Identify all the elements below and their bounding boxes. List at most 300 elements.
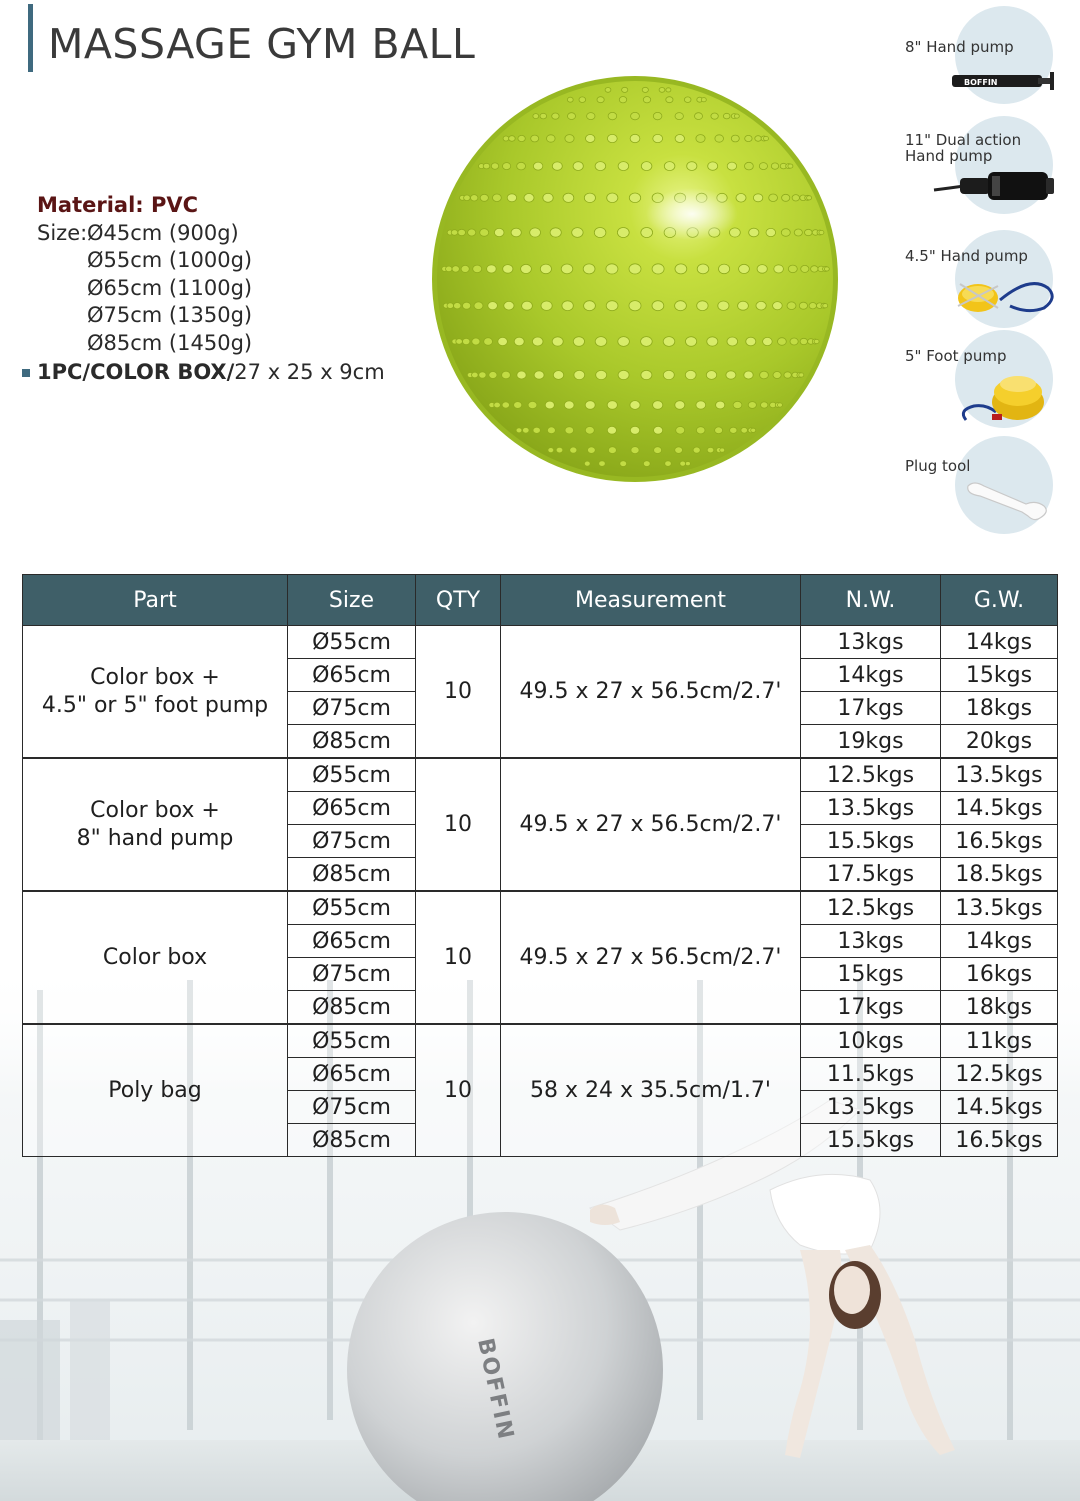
- size-item: Ø65cm (1100g): [87, 275, 253, 300]
- ball-spike: [463, 302, 471, 309]
- ball-spike: [596, 370, 607, 379]
- size-item: Ø85cm (1450g): [87, 330, 253, 355]
- ball-spike: [489, 372, 497, 379]
- gw-cell: 15kgs: [941, 659, 1058, 692]
- ball-spike: [643, 461, 650, 467]
- ball-spike: [773, 372, 781, 379]
- size-cell: Ø65cm: [288, 659, 416, 692]
- ball-spike: [618, 337, 630, 347]
- size-cell: Ø85cm: [288, 991, 416, 1025]
- ball-spike: [503, 265, 513, 274]
- ball-spike: [494, 228, 504, 236]
- gw-cell: 18.5kgs: [941, 858, 1058, 892]
- accessory-label: 4.5" Hand pump: [905, 247, 1028, 265]
- accessory-label: 11" Dual action Hand pump: [905, 131, 1022, 165]
- ball-spike: [749, 228, 759, 237]
- ball-spike: [680, 461, 686, 466]
- ball-spike: [641, 370, 652, 379]
- header-measurement: Measurement: [501, 575, 801, 626]
- ball-spike: [607, 134, 617, 142]
- table-body: [23, 626, 1058, 1157]
- ball-spike: [744, 371, 753, 379]
- ball-spike: [756, 301, 766, 310]
- ball-spike: [540, 113, 547, 119]
- size-cell: Ø75cm: [288, 692, 416, 725]
- ball-spike: [630, 426, 639, 434]
- gw-cell: 14.5kgs: [941, 1091, 1058, 1124]
- ball-spike: [684, 97, 691, 103]
- ball-spike: [629, 193, 640, 203]
- ball-spike: [608, 112, 617, 119]
- ball-spike: [761, 402, 768, 408]
- ball-spike: [587, 113, 595, 120]
- ball-spike: [773, 302, 783, 310]
- nw-cell: 10kgs: [801, 1024, 941, 1058]
- ball-spike: [618, 162, 629, 171]
- table-row: [23, 891, 1058, 925]
- ball-spike: [824, 267, 829, 271]
- header-nw: N.W.: [801, 575, 941, 626]
- ball-spike: [654, 447, 662, 454]
- ball-spike: [452, 266, 459, 272]
- gw-cell: 16.5kgs: [941, 825, 1058, 858]
- ball-spike: [738, 301, 749, 310]
- ball-spike: [693, 447, 700, 453]
- ball-spike: [595, 162, 606, 171]
- ball-spike: [503, 136, 509, 141]
- accessory-foot-pump: [902, 330, 1077, 430]
- ball-spike: [720, 448, 725, 452]
- ball-spike: [805, 229, 813, 235]
- ball-spike: [504, 301, 514, 310]
- ball-spike: [540, 264, 551, 274]
- ball-spike: [641, 228, 653, 238]
- ball-spike: [472, 372, 479, 378]
- ball-spike: [731, 135, 739, 142]
- ball-spike: [619, 97, 626, 103]
- ball-spike: [502, 371, 511, 379]
- size-cell: Ø65cm: [288, 792, 416, 825]
- size-item: Ø45cm (900g): [87, 220, 239, 245]
- ball-spike: [563, 193, 574, 202]
- ball-spike: [471, 195, 478, 201]
- ball-spike: [696, 135, 705, 143]
- material-label: Material: PVC: [37, 193, 199, 217]
- ball-spike: [799, 373, 804, 377]
- ball-spike: [579, 97, 586, 103]
- packaging-spec-table: [22, 574, 1058, 1157]
- ball-spike: [675, 113, 683, 120]
- ball-spike: [494, 402, 501, 408]
- ball-spike: [755, 136, 762, 142]
- ball-spike: [777, 403, 782, 407]
- ball-spike: [584, 461, 590, 466]
- ball-spike: [533, 162, 542, 170]
- ball-spike: [480, 194, 488, 201]
- ball-spike: [697, 301, 708, 311]
- ball-spike: [454, 303, 461, 309]
- ball-spike: [595, 337, 607, 347]
- ball-spike: [528, 401, 537, 408]
- ball-spike: [524, 194, 534, 203]
- nw-cell: 13kgs: [801, 626, 941, 659]
- ball-spike: [715, 135, 724, 142]
- ball-spike: [617, 228, 629, 238]
- foot-pump-icon: [956, 362, 1056, 428]
- ball-spike: [573, 162, 583, 171]
- ball-spike: [516, 428, 522, 433]
- ball-spike: [809, 303, 816, 309]
- ball-spike: [605, 88, 611, 93]
- qty-cell: 10: [416, 758, 501, 891]
- ball-spike: [565, 135, 574, 143]
- ball-spike: [799, 302, 807, 309]
- packaging-label: 1PC/COLOR BOX/: [37, 360, 235, 384]
- ball-spike: [608, 447, 616, 454]
- ball-spike: [723, 113, 730, 119]
- ball-spike: [511, 228, 521, 237]
- ball-spike: [548, 448, 554, 453]
- ball-spike: [695, 113, 703, 120]
- ball-spike: [642, 87, 648, 92]
- ball-spike: [631, 112, 640, 119]
- svg-text:BOFFIN: BOFFIN: [964, 78, 998, 87]
- ball-spike: [473, 265, 482, 273]
- ball-spike: [790, 338, 798, 345]
- ball-spike: [568, 113, 576, 120]
- ball-spike: [715, 427, 723, 434]
- accessory-label: 5" Foot pump: [905, 347, 1007, 365]
- ball-spike: [763, 337, 773, 345]
- ball-spike: [811, 266, 818, 272]
- ball-spike: [753, 194, 762, 202]
- ball-spike: [532, 337, 543, 346]
- ball-spike: [533, 114, 539, 119]
- size-cell: Ø75cm: [288, 958, 416, 991]
- ball-spike: [574, 370, 585, 379]
- gw-cell: 14kgs: [941, 626, 1058, 659]
- page-title: MASSAGE GYM BALL: [48, 20, 476, 68]
- accessory-hand-pump: [902, 6, 1077, 106]
- ball-spike: [687, 162, 697, 171]
- ball-spike: [456, 339, 463, 345]
- ball-spike: [564, 401, 574, 409]
- size-cell: Ø55cm: [288, 758, 416, 792]
- part-line: 8" hand pump: [76, 825, 234, 851]
- ball-spike: [517, 162, 526, 170]
- ball-spike: [514, 402, 522, 409]
- ball-spike: [479, 372, 486, 378]
- ball-spike: [487, 265, 497, 273]
- plug-tool-icon: [960, 476, 1054, 526]
- ball-spike: [666, 97, 673, 103]
- ball-spike: [570, 447, 577, 453]
- packaging-row: [22, 359, 385, 387]
- ball-spike: [585, 427, 594, 435]
- ball-spike: [447, 303, 454, 309]
- ball-spike: [718, 301, 729, 310]
- ball-spike: [552, 337, 563, 346]
- accessory-dual-action-pump: [902, 116, 1077, 216]
- ball-spike: [565, 427, 574, 434]
- ball-spike: [664, 162, 675, 171]
- nw-cell: 13.5kgs: [801, 1091, 941, 1124]
- ball-spike: [659, 88, 665, 93]
- ball-spike: [814, 339, 819, 343]
- ball-spike: [727, 162, 736, 170]
- ball-spike: [675, 301, 687, 311]
- ball-spike: [819, 230, 824, 234]
- gw-cell: 13.5kgs: [941, 758, 1058, 792]
- nw-cell: 15.5kgs: [801, 1124, 941, 1157]
- ball-spike: [547, 135, 556, 142]
- ball-spike: [530, 228, 541, 237]
- size-cell: Ø55cm: [288, 1024, 416, 1058]
- header-gw: G.W.: [941, 575, 1058, 626]
- ball-spike: [561, 264, 573, 274]
- ball-spike: [607, 401, 617, 410]
- ball-spike: [807, 196, 812, 200]
- size-cell: Ø75cm: [288, 825, 416, 858]
- ball-spike: [676, 427, 685, 435]
- measurement-cell: 58 x 24 x 35.5cm/1.7': [501, 1024, 801, 1157]
- ball-spike: [734, 114, 739, 118]
- ball-spike: [509, 136, 516, 142]
- ball-spike: [800, 338, 807, 344]
- ball-spike: [484, 338, 493, 346]
- ball-spike: [488, 302, 498, 310]
- ball-spike: [567, 97, 573, 102]
- ball-spike: [541, 301, 552, 310]
- nw-cell: 12.5kgs: [801, 758, 941, 792]
- ball-spike: [719, 264, 730, 274]
- size-cell: Ø85cm: [288, 858, 416, 892]
- size-row: [37, 220, 385, 248]
- part-cell: [23, 1024, 288, 1157]
- ball-spike: [730, 228, 741, 237]
- accessory-label: Plug tool: [905, 457, 971, 475]
- ball-spike: [792, 195, 799, 201]
- header-qty: QTY: [416, 575, 501, 626]
- ball-spike: [550, 228, 561, 237]
- ball-spike: [769, 194, 778, 202]
- ball-spike: [502, 402, 509, 408]
- part-cell: [23, 891, 288, 1024]
- ball-spike: [745, 135, 752, 141]
- ball-spike: [503, 163, 511, 170]
- ball-spike: [631, 447, 639, 454]
- ball-spike: [708, 162, 718, 170]
- ball-spike: [782, 194, 790, 201]
- ball-spike: [778, 338, 787, 346]
- ball-spike: [697, 264, 709, 274]
- nw-cell: 17kgs: [801, 692, 941, 725]
- ball-spike: [461, 265, 469, 272]
- ball-spike: [748, 402, 756, 409]
- measurement-cell: 49.5 x 27 x 56.5cm/2.7': [501, 626, 801, 759]
- ball-spike: [751, 428, 756, 432]
- qty-cell: 10: [416, 891, 501, 1024]
- ball-spike: [784, 372, 791, 378]
- ball-spike: [666, 88, 671, 92]
- ball-spike: [618, 370, 629, 379]
- ball-spike: [759, 163, 767, 170]
- square-bullet-icon: [22, 369, 30, 377]
- ball-spike: [472, 338, 480, 345]
- nw-cell: 13.5kgs: [801, 792, 941, 825]
- ball-spike: [629, 301, 641, 311]
- ball-spike: [716, 401, 725, 409]
- part-line: Color box: [102, 944, 208, 970]
- gw-cell: 20kgs: [941, 725, 1058, 759]
- nw-cell: 12.5kgs: [801, 891, 941, 925]
- nw-cell: 19kgs: [801, 725, 941, 759]
- accessory-label: 8" Hand pump: [905, 38, 1014, 56]
- ball-spike: [665, 461, 672, 467]
- gw-cell: 12.5kgs: [941, 1058, 1058, 1091]
- ball-spike: [739, 264, 750, 273]
- ball-spike: [788, 164, 793, 168]
- ball-spike: [507, 194, 516, 202]
- part-cell: [23, 758, 288, 891]
- ball-spike: [463, 338, 470, 344]
- size-cell: Ø75cm: [288, 1091, 416, 1124]
- ball-spike: [685, 462, 690, 466]
- ball-spike: [533, 427, 540, 433]
- ball-highlight: [646, 188, 738, 240]
- ball-spike: [629, 264, 641, 274]
- ball-spike: [823, 304, 828, 308]
- ball-spike: [599, 461, 606, 467]
- nw-cell: 14kgs: [801, 659, 941, 692]
- size-item: Ø75cm (1350g): [87, 303, 253, 327]
- ball-spike: [696, 401, 706, 409]
- ball-brand-logo: BOFFIN: [472, 1336, 519, 1444]
- size-cell: Ø65cm: [288, 1058, 416, 1091]
- ball-spike: [607, 426, 616, 434]
- ball-spike: [707, 337, 718, 346]
- ball-spike: [653, 112, 662, 119]
- ball-spike: [474, 302, 483, 310]
- ball-spike: [663, 337, 675, 347]
- ball-spike: [675, 264, 687, 274]
- ball-spike: [464, 195, 471, 201]
- ball-spike: [607, 193, 618, 203]
- table-row: [23, 1024, 1058, 1058]
- title-accent-bar: [28, 4, 33, 72]
- ball-spike: [543, 193, 553, 202]
- size-cell: Ø55cm: [288, 891, 416, 925]
- ball-spike: [468, 229, 476, 236]
- table-row: [23, 626, 1058, 659]
- ball-spike: [652, 264, 664, 274]
- ball-spike: [801, 265, 809, 272]
- nw-cell: 17kgs: [801, 991, 941, 1025]
- ball-spike: [730, 427, 737, 433]
- header-size: Size: [288, 575, 416, 626]
- ball-spike: [622, 87, 628, 92]
- ball-spike: [573, 337, 584, 347]
- ball-spike: [641, 337, 653, 347]
- ball-spike: [521, 264, 532, 273]
- gw-cell: 14.5kgs: [941, 792, 1058, 825]
- specs-block: [22, 192, 385, 387]
- qty-cell: 10: [416, 1024, 501, 1157]
- nw-cell: 15.5kgs: [801, 825, 941, 858]
- ball-spike: [545, 401, 554, 409]
- ball-spike: [518, 135, 525, 141]
- ball-spike: [583, 264, 595, 274]
- gw-cell: 16.5kgs: [941, 1124, 1058, 1157]
- ball-spike: [675, 447, 683, 454]
- part-line: 4.5" or 5" foot pump: [41, 692, 269, 718]
- ball-spike: [701, 98, 706, 102]
- ball-spike: [711, 113, 718, 119]
- gw-cell: 18kgs: [941, 991, 1058, 1025]
- ball-spike: [493, 194, 502, 202]
- ball-spike: [653, 401, 663, 410]
- small-hand-pump-icon: [940, 270, 1060, 320]
- ball-spike: [726, 371, 736, 379]
- part-line: Color box +: [90, 797, 220, 823]
- ball-spike: [597, 97, 604, 103]
- ball-spike: [781, 229, 790, 237]
- ball-spike: [727, 337, 738, 346]
- ball-spike: [653, 134, 663, 142]
- qty-cell: 10: [416, 626, 501, 759]
- ball-spike: [523, 428, 530, 434]
- ball-spike: [736, 194, 746, 203]
- ball-spike: [746, 337, 756, 346]
- ball-spike: [630, 401, 640, 410]
- size-cell: Ø85cm: [288, 1124, 416, 1157]
- ball-spike: [480, 229, 489, 237]
- gw-cell: 11kgs: [941, 1024, 1058, 1058]
- part-line: Poly bag: [108, 1077, 202, 1103]
- ball-spike: [534, 371, 544, 379]
- ball-spike: [764, 136, 769, 140]
- accessory-plug-tool: [902, 436, 1077, 536]
- part-cell: [23, 626, 288, 759]
- ball-spike: [663, 370, 674, 379]
- ball-spike: [654, 426, 663, 434]
- ball-spike: [498, 337, 508, 345]
- ball-spike: [641, 162, 652, 171]
- part-line: Color box +: [90, 664, 220, 690]
- ball-spike: [630, 134, 640, 142]
- ball-spike: [584, 193, 595, 202]
- table-header-row: [23, 575, 1058, 626]
- ball-spike: [451, 230, 458, 236]
- packaging-dimensions: 27 x 25 x 9cm: [234, 360, 385, 384]
- ball-spike: [675, 401, 685, 410]
- size-item: Ø55cm (1000g): [87, 248, 253, 272]
- ball-spike: [706, 371, 716, 380]
- gw-cell: 14kgs: [941, 925, 1058, 958]
- ball-spike: [446, 266, 453, 272]
- ball-spike: [594, 228, 606, 238]
- ball-spike: [562, 301, 573, 311]
- ball-spike: [514, 337, 524, 346]
- ball-spike: [491, 163, 498, 169]
- ball-spike: [685, 370, 696, 379]
- ball-spike: [745, 162, 754, 170]
- ball-spike: [547, 427, 555, 434]
- ball-spike: [686, 337, 697, 347]
- nw-cell: 17.5kgs: [801, 858, 941, 892]
- nw-cell: 15kgs: [801, 958, 941, 991]
- ball-spike: [652, 301, 664, 311]
